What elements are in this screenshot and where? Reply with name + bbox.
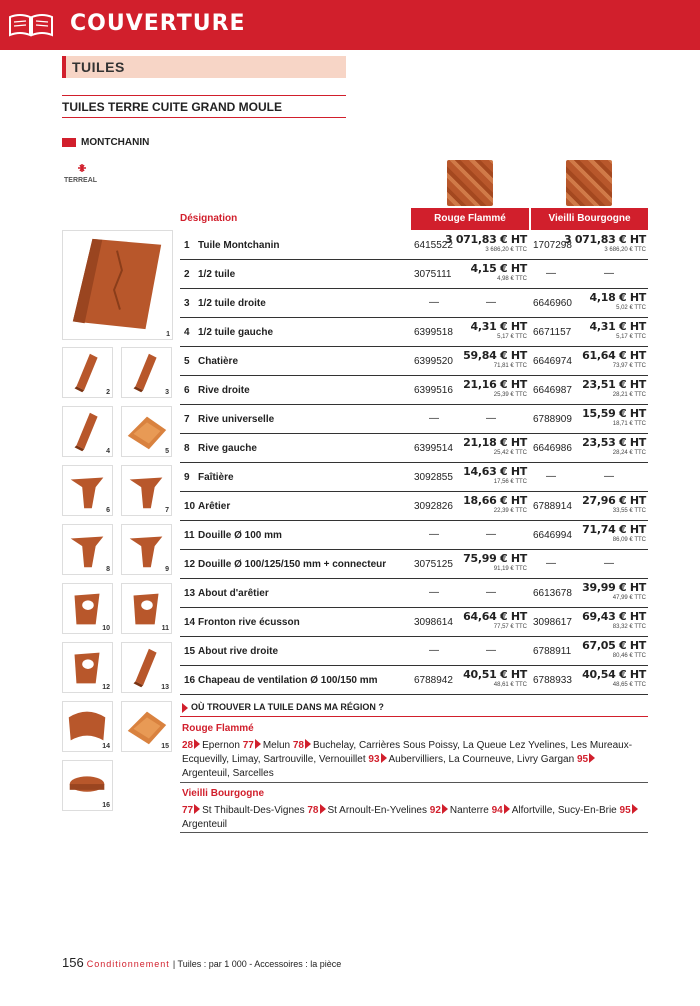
product-name: 5 Chatière	[184, 356, 239, 367]
product-thumbnail	[121, 347, 172, 398]
thumbnail-number: 1	[166, 331, 170, 338]
designation-header: Désignation	[180, 213, 238, 224]
thumbnail-number: 6	[106, 507, 110, 514]
ref-rouge: —	[429, 587, 439, 598]
price-vieilli: 3 071,83 € HT 3 686,20 € TTC	[563, 233, 646, 253]
thumbnail-number: 12	[102, 684, 110, 691]
product-name: 10 Arêtier	[184, 501, 231, 512]
ref-vieilli: 6646974	[533, 356, 572, 367]
product-name: 9 Faîtière	[184, 472, 234, 483]
price-vieilli: 4,31 € HT 5,17 € TTC	[589, 320, 646, 340]
price-vieilli: 27,96 € HT 33,55 € TTC	[582, 494, 646, 514]
arrow-icon	[194, 804, 200, 814]
table-row	[180, 463, 648, 492]
arrow-icon	[320, 804, 326, 814]
page-title: COUVERTURE	[70, 11, 246, 36]
ref-vieilli: 6646960	[533, 298, 572, 309]
price-rouge: 59,84 € HT 71,81 € TTC	[463, 349, 527, 369]
product-name: 13 About d'arêtier	[184, 588, 269, 599]
price-vieilli: 69,43 € HT 83,32 € TTC	[582, 610, 646, 630]
price-rouge: 4,31 € HT 5,17 € TTC	[470, 320, 527, 340]
arrow-icon	[305, 739, 311, 749]
price-rouge: 3 071,83 € HT 3 686,20 € TTC	[444, 233, 527, 253]
ref-vieilli: 6788914	[533, 501, 572, 512]
ref-vieilli: 6788909	[533, 414, 572, 425]
ref-rouge: 6399518	[414, 327, 453, 338]
thumbnail-number: 16	[102, 802, 110, 809]
page-number: 156	[62, 955, 84, 970]
arrow-icon	[442, 804, 448, 814]
ref-vieilli: 6788933	[533, 675, 572, 686]
thumbnail-number: 13	[161, 684, 169, 691]
price-rouge: —	[486, 413, 496, 424]
ref-vieilli: 6613678	[533, 588, 572, 599]
price-rouge: —	[486, 645, 496, 656]
table-row	[180, 550, 648, 579]
ref-rouge: 6399516	[414, 385, 453, 396]
thumbnail-number: 4	[106, 448, 110, 455]
thumbnail-number: 14	[102, 743, 110, 750]
zone-vieilli-label: Vieilli Bourgogne	[182, 788, 265, 799]
price-vieilli: 67,05 € HT 80,46 € TTC	[582, 639, 646, 659]
ref-rouge: —	[429, 645, 439, 656]
zone-rouge-label: Rouge Flammé	[182, 723, 254, 734]
open-book-icon	[0, 0, 62, 50]
column-header-rouge: Rouge Flammé	[411, 208, 529, 230]
section-bar	[62, 56, 346, 78]
zone-rouge-text: 28 Epernon 77 Melun 78 Buchelay, Carrières Sous Poissy, La Queue Lez Yvelines, Les Mureaux-Ecquevilly, Limay, Sartrouville, Vernouillet 93 Aubervilliers, La Courneuve, Livry Gargan 95Argenteuil, Sarcelles	[182, 740, 633, 779]
product-thumbnail	[62, 760, 113, 811]
product-name: 7 Rive universelle	[184, 414, 275, 425]
product-thumbnail	[121, 524, 172, 575]
price-rouge: —	[486, 587, 496, 598]
swatch-rouge-flamme	[447, 160, 493, 206]
ref-rouge: 3092826	[414, 501, 453, 512]
price-vieilli: 61,64 € HT 73,97 € TTC	[582, 349, 646, 369]
ref-vieilli: 6788911	[533, 646, 572, 657]
price-rouge: 4,15 € HT 4,98 € TTC	[470, 262, 527, 282]
price-vieilli: —	[604, 471, 614, 482]
price-rouge: 75,99 € HT 91,19 € TTC	[463, 552, 527, 572]
table-row	[180, 579, 648, 608]
terreal-logo-text: TERREAL	[64, 177, 98, 184]
price-rouge: —	[486, 529, 496, 540]
price-vieilli: 23,53 € HT 28,24 € TTC	[582, 436, 646, 456]
product-thumbnail	[62, 465, 113, 516]
table-row	[180, 666, 648, 695]
ref-vieilli: 6671157	[533, 327, 572, 338]
ref-rouge: —	[429, 529, 439, 540]
product-name: 14 Fronton rive écusson	[184, 617, 300, 628]
ref-rouge: 3075125	[414, 559, 453, 570]
thumbnail-number: 7	[165, 507, 169, 514]
thumbnail-number: 5	[165, 448, 169, 455]
table-row	[180, 521, 648, 550]
ref-rouge: 3098614	[414, 617, 453, 628]
table-row	[180, 608, 648, 637]
product-name: 2 1/2 tuile	[184, 269, 236, 280]
ref-vieilli: —	[546, 268, 556, 279]
ref-rouge: —	[429, 413, 439, 424]
product-name: 11 Douille Ø 100 mm	[184, 530, 282, 541]
price-vieilli: 40,54 € HT 48,65 € TTC	[582, 668, 646, 688]
product-thumbnail	[62, 524, 113, 575]
ref-vieilli: 6646994	[533, 530, 572, 541]
product-thumbnail	[121, 701, 172, 752]
table-row	[180, 492, 648, 521]
ref-rouge: —	[429, 297, 439, 308]
table-row	[180, 376, 648, 405]
thumbnail-number: 3	[165, 389, 169, 396]
thumbnail-number: 11	[161, 625, 169, 632]
product-name: 16 Chapeau de ventilation Ø 100/150 mm	[184, 675, 378, 686]
table-row	[180, 405, 648, 434]
thumbnail-number: 10	[102, 625, 110, 632]
product-thumbnail	[62, 230, 173, 340]
table-row	[180, 289, 648, 318]
arrow-icon	[589, 753, 595, 763]
price-rouge: 14,63 € HT 17,56 € TTC	[463, 465, 527, 485]
ref-rouge: 6415522	[414, 240, 453, 251]
product-thumbnail	[121, 583, 172, 634]
table-row	[180, 637, 648, 666]
table-row	[180, 434, 648, 463]
table-row	[180, 347, 648, 376]
price-rouge: —	[486, 297, 496, 308]
product-name: 6 Rive droite	[184, 385, 250, 396]
price-vieilli: 39,99 € HT 47,99 € TTC	[582, 581, 646, 601]
ref-rouge: 3092855	[414, 472, 453, 483]
ref-rouge: 3075111	[414, 269, 452, 280]
arrow-icon	[632, 804, 638, 814]
table-row	[180, 231, 648, 260]
arrow-icon	[504, 804, 510, 814]
price-rouge: 21,16 € HT 25,39 € TTC	[463, 378, 527, 398]
section-title: TUILES	[72, 59, 125, 75]
price-rouge: 21,18 € HT 25,42 € TTC	[463, 436, 527, 456]
footer-cond: Conditionnement	[86, 959, 170, 969]
product-name: 12 Douille Ø 100/125/150 mm + connecteur	[184, 559, 387, 570]
arrow-icon	[194, 739, 200, 749]
table-row	[180, 260, 648, 289]
price-vieilli: 15,59 € HT 18,71 € TTC	[582, 407, 646, 427]
ref-vieilli: 6646986	[533, 443, 572, 454]
thumbnail-number: 15	[161, 743, 169, 750]
footer-text: | Tuiles : par 1 000 - Accessoires : la pièce	[172, 959, 342, 969]
ref-rouge: 6399520	[414, 356, 453, 367]
page-header	[0, 0, 700, 50]
brand-marker	[62, 138, 76, 147]
table-row	[180, 318, 648, 347]
product-thumbnail	[62, 642, 113, 693]
ref-vieilli: 6646987	[533, 385, 572, 396]
arrow-icon	[255, 739, 261, 749]
brand-name: MONTCHANIN	[81, 137, 150, 148]
swatch-vieilli-bourgogne	[566, 160, 612, 206]
arrow-icon	[381, 753, 387, 763]
product-name: 8 Rive gauche	[184, 443, 257, 454]
thumbnail-number: 2	[106, 389, 110, 396]
product-name: 4 1/2 tuile gauche	[184, 327, 274, 338]
price-vieilli: 71,74 € HT 86,09 € TTC	[582, 523, 646, 543]
price-vieilli: —	[604, 558, 614, 569]
ref-vieilli: —	[546, 471, 556, 482]
where-title: OÙ TROUVER LA TUILE DANS MA RÉGION ?	[191, 702, 384, 712]
price-rouge: 40,51 € HT 48,61 € TTC	[463, 668, 527, 688]
arrow-icon	[182, 703, 188, 713]
column-header-vieilli: Vieilli Bourgogne	[531, 208, 648, 230]
price-vieilli: —	[604, 268, 614, 279]
thumbnail-number: 9	[165, 566, 169, 573]
product-name: 3 1/2 tuile droite	[184, 298, 266, 309]
subsection-title: TUILES TERRE CUITE GRAND MOULE	[62, 100, 283, 114]
product-thumbnail	[62, 701, 113, 752]
product-thumbnail	[62, 583, 113, 634]
ref-vieilli: 1707298	[533, 240, 572, 251]
product-name: 1 Tuile Montchanin	[184, 240, 280, 251]
ref-rouge: 6399514	[414, 443, 453, 454]
price-rouge: 18,66 € HT 22,39 € TTC	[463, 494, 527, 514]
product-thumbnail	[121, 406, 172, 457]
zone-vieilli-text: 77 St Thibault-Des-Vignes 78 St Arnoult-En-Yvelines 92 Nanterre 94 Alfortville, Sucy-En-Brie 95Argenteuil	[182, 804, 642, 832]
price-vieilli: 23,51 € HT 28,21 € TTC	[582, 378, 646, 398]
ref-vieilli: 3098617	[533, 617, 572, 628]
product-thumbnail	[121, 465, 172, 516]
ref-rouge: 6788942	[414, 675, 453, 686]
price-rouge: 64,64 € HT 77,57 € TTC	[463, 610, 527, 630]
product-name: 15 About rive droite	[184, 646, 279, 657]
thumbnail-number: 8	[106, 566, 110, 573]
product-thumbnail	[62, 347, 113, 398]
ref-vieilli: —	[546, 558, 556, 569]
product-thumbnail	[121, 642, 172, 693]
price-vieilli: 4,18 € HT 5,02 € TTC	[589, 291, 646, 311]
page-footer	[62, 955, 341, 970]
product-thumbnail	[62, 406, 113, 457]
